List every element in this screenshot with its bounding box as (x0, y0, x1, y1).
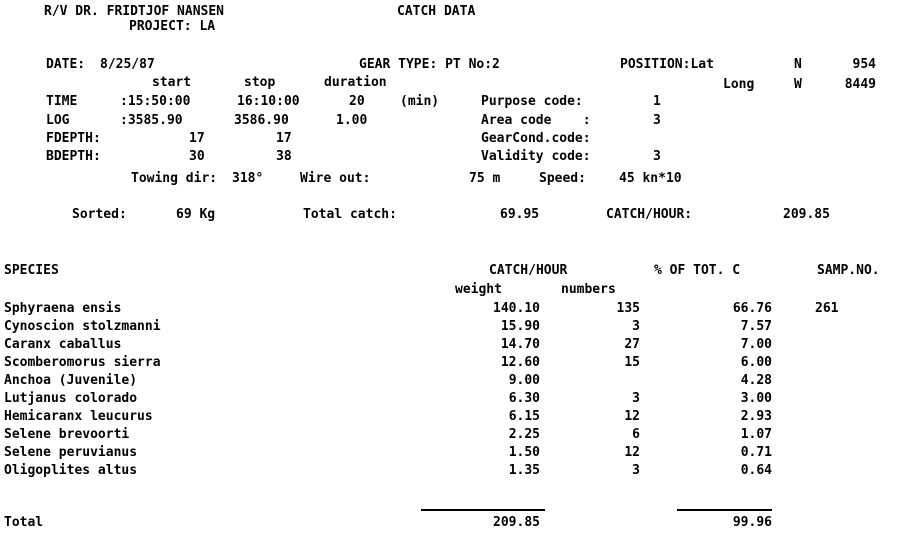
towing-value: 318° (232, 171, 264, 186)
time-start: :15:50:00 (120, 94, 191, 109)
log-duration: 1.00 (336, 113, 368, 128)
numbers-value: 15 (624, 355, 640, 370)
col-start: start (152, 75, 192, 90)
time-unit: (min) (400, 94, 440, 109)
percent-total-rule (677, 509, 772, 511)
species-name: Oligoplites altus (4, 463, 138, 478)
percent-value: 6.00 (740, 355, 772, 370)
wire-value: 75 m (469, 171, 501, 186)
species-name: Anchoa (Juvenile) (4, 373, 138, 388)
speed-label: Speed: (539, 171, 586, 186)
total-weight: 209.85 (493, 515, 540, 530)
catch-per-hour-value: 209.85 (783, 207, 830, 222)
species-name: Sphyraena ensis (4, 301, 122, 316)
numbers-value: 6 (632, 427, 640, 442)
lat-direction: N (794, 57, 802, 72)
weight-value: 6.30 (508, 391, 540, 406)
time-label: TIME (46, 94, 78, 109)
percent-value: 66.76 (732, 301, 772, 316)
weight-value: 2.25 (508, 427, 540, 442)
sample-number: 261 (815, 301, 839, 316)
species-name: Cynoscion stolzmanni (4, 319, 161, 334)
weight-value: 9.00 (508, 373, 540, 388)
fdepth-label: FDEPTH: (46, 131, 101, 146)
long-label: Long (723, 77, 755, 92)
percent-value: 1.07 (740, 427, 772, 442)
position-label: POSITION:Lat (620, 57, 714, 72)
long-direction: W (794, 77, 802, 92)
area-code: 3 (653, 113, 661, 128)
numbers-value: 3 (632, 319, 640, 334)
species-name: Scomberomorus sierra (4, 355, 161, 370)
percent-value: 2.93 (740, 409, 772, 424)
numbers-value: 3 (632, 463, 640, 478)
percent-value: 0.64 (740, 463, 772, 478)
weight-value: 140.10 (493, 301, 540, 316)
fdepth-start: 17 (189, 131, 205, 146)
numbers-value: 12 (624, 445, 640, 460)
numbers-value: 3 (632, 391, 640, 406)
col-stop: stop (244, 75, 276, 90)
numbers-value: 12 (624, 409, 640, 424)
lat-value: 954 (852, 57, 876, 72)
sorted-label: Sorted: (72, 207, 127, 222)
long-value: 8449 (844, 77, 876, 92)
col-duration: duration (324, 75, 387, 90)
total-catch-value: 69.95 (500, 207, 540, 222)
col-weight-header: weight (455, 282, 502, 297)
percent-value: 0.71 (740, 445, 772, 460)
validity-code: 3 (653, 149, 661, 164)
total-label: Total (4, 515, 44, 530)
col-catch-hour-header: CATCH/HOUR (489, 263, 568, 278)
percent-value: 7.00 (740, 337, 772, 352)
log-stop: 3586.90 (234, 113, 289, 128)
species-name: Selene peruvianus (4, 445, 138, 460)
weight-value: 1.50 (508, 445, 540, 460)
bdepth-label: BDEPTH: (46, 149, 101, 164)
bdepth-stop: 38 (276, 149, 292, 164)
gear-type: GEAR TYPE: PT No:2 (359, 57, 500, 72)
weight-value: 15.90 (500, 319, 540, 334)
validity-label: Validity code: (481, 149, 591, 164)
weight-value: 12.60 (500, 355, 540, 370)
species-name: Selene brevoorti (4, 427, 130, 442)
project-label: PROJECT: LA (129, 19, 216, 34)
catch-per-hour-label: CATCH/HOUR: (606, 207, 693, 222)
date-value: 8/25/87 (100, 57, 155, 72)
col-percent-header: % OF TOT. C (654, 263, 741, 278)
species-name: Hemicaranx leucurus (4, 409, 153, 424)
wire-label: Wire out: (300, 171, 371, 186)
weight-value: 6.15 (508, 409, 540, 424)
total-percent: 99.96 (732, 515, 772, 530)
log-start: :3585.90 (120, 113, 183, 128)
time-duration: 20 (349, 94, 365, 109)
numbers-value: 27 (624, 337, 640, 352)
percent-value: 3.00 (740, 391, 772, 406)
total-catch-label: Total catch: (303, 207, 397, 222)
speed-value: 45 kn*10 (619, 171, 682, 186)
weight-total-rule (421, 509, 545, 511)
area-label: Area code : (481, 113, 591, 128)
numbers-value: 135 (616, 301, 640, 316)
gearcond-label: GearCond.code: (481, 131, 591, 146)
col-sample-header: SAMP.NO. (817, 263, 880, 278)
time-stop: 16:10:00 (237, 94, 300, 109)
bdepth-start: 30 (189, 149, 205, 164)
col-numbers-header: numbers (561, 282, 616, 297)
purpose-label: Purpose code: (481, 94, 583, 109)
report-title: CATCH DATA (397, 4, 476, 19)
col-species-header: SPECIES (4, 263, 59, 278)
sorted-value: 69 Kg (176, 207, 216, 222)
weight-value: 1.35 (508, 463, 540, 478)
vessel-name: R/V DR. FRIDTJOF NANSEN (44, 4, 225, 19)
species-name: Caranx caballus (4, 337, 122, 352)
weight-value: 14.70 (500, 337, 540, 352)
towing-label: Towing dir: (131, 171, 218, 186)
fdepth-stop: 17 (276, 131, 292, 146)
species-name: Lutjanus colorado (4, 391, 138, 406)
purpose-code: 1 (653, 94, 661, 109)
percent-value: 4.28 (740, 373, 772, 388)
log-label: LOG (46, 113, 70, 128)
percent-value: 7.57 (740, 319, 772, 334)
date-label: DATE: (46, 57, 86, 72)
